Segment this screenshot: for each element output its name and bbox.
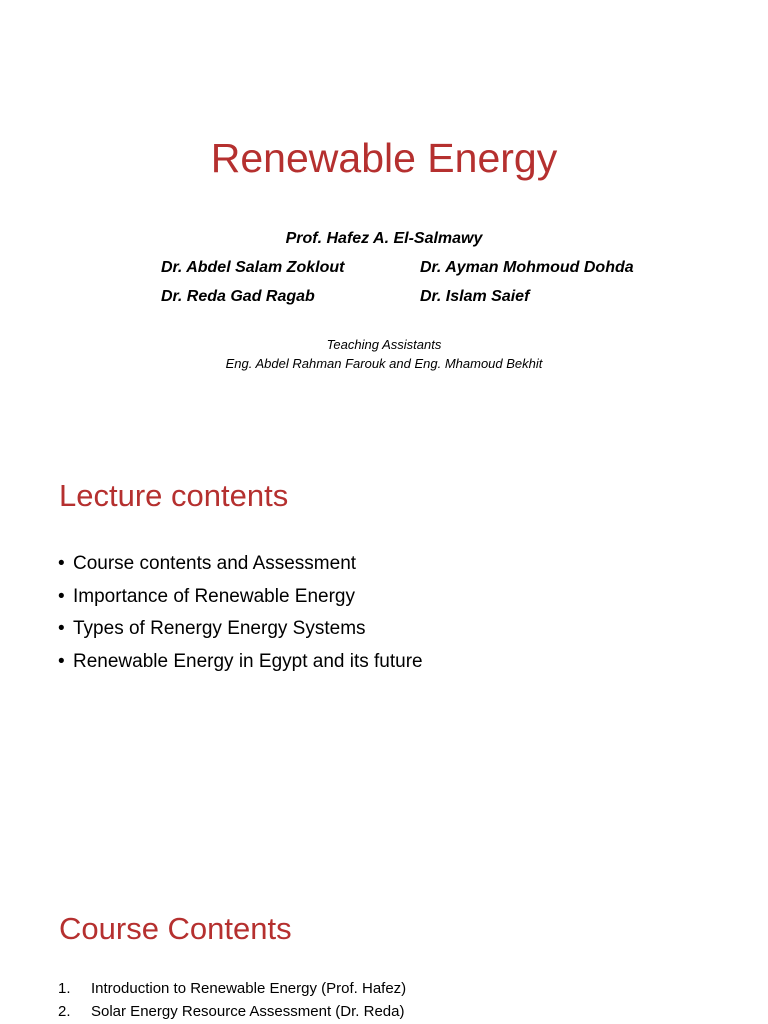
doctor-name: Dr. Reda Gad Ragab	[161, 288, 315, 305]
doctor-name: Dr. Ayman Mohmoud Dohda	[420, 259, 634, 276]
list-item	[58, 1000, 406, 1023]
page-title: Renewable Energy	[210, 135, 558, 181]
list-item-text: Types of Renergy Energy Systems	[73, 618, 366, 639]
list-item	[58, 977, 406, 1000]
lecture-contents-list	[58, 548, 423, 678]
list-item-number: 2.	[58, 1003, 71, 1020]
ta-names: Eng. Abdel Rahman Farouk and Eng. Mhamoud Bekhit	[225, 356, 543, 371]
list-item	[58, 581, 423, 614]
list-item-text: Course contents and Assessment	[73, 553, 357, 574]
list-item	[58, 613, 423, 646]
list-item-text: Renewable Energy in Egypt and its future	[73, 650, 423, 672]
doctor-name: Dr. Abdel Salam Zoklout	[161, 259, 345, 276]
bullet-icon: •	[58, 650, 65, 672]
bullet-icon: •	[58, 618, 65, 639]
list-item-text: Importance of Renewable Energy	[73, 585, 355, 607]
list-item	[58, 646, 423, 679]
lecture-contents-heading: Lecture contents	[59, 478, 289, 513]
list-item	[58, 548, 423, 581]
course-contents-list	[58, 977, 406, 1023]
ta-heading: Teaching Assistants	[326, 337, 442, 352]
professor-name: Prof. Hafez A. El-Salmawy	[285, 230, 483, 247]
bullet-icon: •	[58, 553, 65, 574]
list-item-text: Introduction to Renewable Energy (Prof. Hafez)	[91, 980, 407, 997]
list-item-text: Solar Energy Resource Assessment (Dr. Reda)	[91, 1003, 405, 1020]
bullet-icon: •	[58, 585, 65, 607]
doctor-name: Dr. Islam Saief	[420, 288, 530, 305]
course-contents-heading: Course Contents	[59, 911, 292, 946]
list-item-number: 1.	[58, 980, 71, 997]
